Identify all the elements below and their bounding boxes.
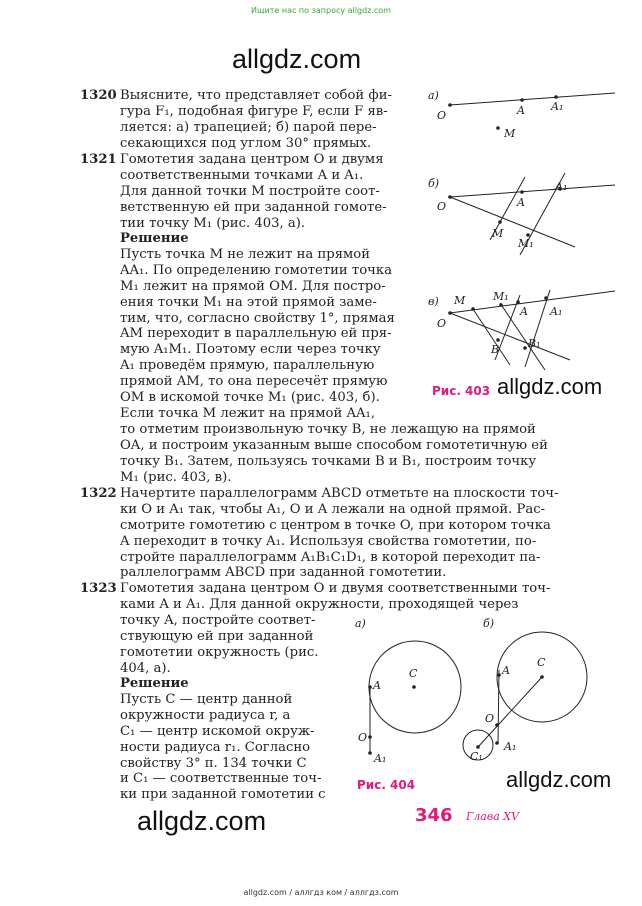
bottom-link[interactable]: allgdz.com / аллгдз ком / аллгдз.com: [243, 888, 399, 897]
figure-404-caption: Рис. 404: [357, 778, 416, 792]
figure-label: б): [428, 177, 440, 190]
figure-label: в): [428, 295, 439, 308]
point-label: M: [504, 127, 516, 140]
point-label: C: [537, 656, 546, 669]
solution-1321-text: [120, 247, 415, 406]
point-a1: [544, 296, 548, 300]
solution-1321-text-full: [120, 406, 613, 485]
text-line: Выясните, что представляет собой фи-: [120, 88, 392, 103]
line-oa-c: [450, 291, 615, 313]
text-line: секающихся под углом 30° прямых.: [120, 135, 372, 151]
text-line: AM переходит в параллельную ей пря-: [120, 326, 392, 342]
point-label: A₁: [550, 305, 563, 318]
top-link[interactable]: Ищите нас по запросу allgdz.com: [251, 6, 391, 15]
problem-1323-text: [120, 613, 338, 677]
text-line: и C₁ — соответственные точ-: [120, 771, 322, 787]
point-c1: [476, 745, 480, 749]
point-label: O: [485, 712, 495, 725]
page-number: 346: [415, 805, 453, 826]
figure-label: а): [428, 89, 439, 102]
point-label: M: [454, 294, 466, 307]
point-label: C: [409, 667, 418, 680]
line-a-a1: [498, 670, 499, 743]
text-line: ения точки M₁ на этой прямой заме-: [120, 294, 377, 310]
text-line: смотрите гомотетию с центром в точке O, при котором точка: [120, 517, 551, 533]
solution-1323-text: [120, 692, 338, 803]
point-a: [516, 300, 520, 304]
point-label: A₁: [555, 180, 568, 193]
text-line: ствующую ей при заданной: [120, 628, 314, 644]
point-label: O: [358, 731, 368, 744]
text-line: A переходит в точку A₁. Используя свойства гомотетии, по-: [120, 533, 537, 549]
figure-label: б): [483, 617, 495, 630]
problem-1322-text: [120, 486, 613, 581]
line-om-b: [450, 197, 575, 247]
point-a1: [368, 751, 372, 755]
point-label: A: [520, 305, 528, 318]
text-line: то отметим произвольную точку B, не лежащую на прямой: [120, 421, 536, 437]
text-line: стройте параллелограмм A₁B₁C₁D₁, в которой переходит па-: [120, 549, 541, 565]
text-line: A₁ проведём прямую, параллельную: [120, 358, 375, 374]
point-o: [448, 195, 452, 199]
text-line: соответственными точками A и A₁.: [120, 167, 364, 183]
line-bm-c: [473, 309, 510, 365]
point-a: [497, 673, 501, 677]
text-line: OA, и построим указанным выше способом гомотетичную ей: [120, 437, 548, 453]
figure-label: а): [355, 617, 366, 630]
text-line: окружности радиуса r, а: [120, 707, 291, 723]
point-label: A₁: [374, 752, 387, 765]
text-line: гура F₁, подобная фигуре F, если F яв-: [120, 103, 388, 119]
figure-404: [350, 615, 600, 780]
text-line: раллелограмм ABCD при заданной гомотетии.: [120, 565, 447, 581]
chapter-label: Глава XV: [466, 810, 520, 823]
point-a: [368, 685, 372, 689]
line-oa-b: [450, 185, 615, 197]
text-line: Для данной точки M постройте соот-: [120, 183, 380, 199]
point-label: A₁: [504, 740, 517, 753]
watermark-top: allgdz.com: [232, 44, 362, 74]
solution-heading-1321: Решение: [120, 231, 189, 246]
line-oa: [450, 93, 615, 105]
point-a1: [554, 95, 558, 99]
text-line: M₁ лежит на прямой OM. Для постро-: [120, 278, 386, 294]
point-label: A: [517, 104, 525, 117]
text-line: Если точка M лежит на прямой AA₁,: [120, 406, 376, 421]
text-line: тии точку M₁ (рис. 403, а).: [120, 215, 306, 231]
text-line: ности радиуса r₁. Согласно: [120, 739, 311, 755]
point-c: [540, 675, 544, 679]
watermark-right-2: allgdz.com: [506, 767, 612, 792]
point-c: [412, 685, 416, 689]
problem-1321-text: [120, 152, 415, 231]
text-line: ками A и A₁. Для данной окружности, проходящей через: [120, 596, 519, 612]
text-line: 404, а).: [120, 660, 171, 676]
point-a: [520, 98, 524, 102]
problem-number-1320: 1320: [80, 88, 117, 103]
point-label: O: [437, 200, 447, 213]
problem-1320-text: [120, 88, 415, 152]
point-label: M: [492, 227, 504, 240]
problem-number-1322: 1322: [80, 486, 117, 501]
point-o: [448, 311, 452, 315]
watermark-bottom: allgdz.com: [137, 806, 267, 836]
point-b1: [523, 346, 527, 350]
text-line: гомотетии окружность (рис.: [120, 644, 319, 660]
text-line: ляется: а) трапецией; б) парой пере-: [120, 119, 377, 135]
text-line: AA₁. По определению гомотетии точка: [120, 262, 392, 278]
figure-403-caption: Рис. 403: [432, 384, 491, 398]
point-o: [368, 735, 372, 739]
point-m: [498, 220, 502, 224]
point-o: [448, 103, 452, 107]
point-label: C₁: [470, 750, 483, 763]
text-line: M₁ (рис. 403, в).: [120, 469, 232, 485]
text-line: точку A, постройте соответ-: [120, 613, 316, 628]
text-line: точку B₁. Затем, пользуясь точками B и B₁, построим точку: [120, 453, 537, 469]
figure-403: [425, 85, 625, 385]
point-o: [495, 723, 499, 727]
point-m1: [499, 303, 503, 307]
text-line: ки при заданной гомотетии с: [120, 787, 326, 803]
point-a1: [495, 741, 499, 745]
point-m: [496, 126, 500, 130]
point-label: O: [437, 109, 447, 122]
text-line: ветственную ей при заданной гомоте-: [120, 199, 387, 215]
point-label: A: [517, 196, 525, 209]
text-line: Пусть C — центр данной: [120, 692, 293, 707]
watermark-right-1: allgdz.com: [497, 374, 603, 399]
solution-heading-1323: Решение: [120, 676, 189, 691]
text-line: OM в искомой точке M₁ (рис. 403, б).: [120, 390, 380, 406]
text-line: свойству 3° п. 134 точки C: [120, 755, 307, 771]
text-line: C₁ — центр искомой окруж-: [120, 723, 315, 739]
problem-1323-text-full: [120, 581, 613, 613]
point-label: A: [502, 664, 510, 677]
point-label: M₁: [493, 290, 509, 303]
text-line: ки O и A₁ так, чтобы A₁, O и A лежали на одной прямой. Рас-: [120, 501, 546, 517]
point-a: [520, 190, 524, 194]
problem-number-1323: 1323: [80, 581, 117, 596]
problem-number-1321: 1321: [80, 152, 117, 167]
point-label: A₁: [551, 100, 564, 113]
point-label: B₁: [528, 337, 541, 350]
point-m: [471, 307, 475, 311]
text-line: прямой AM, то она пересечёт прямую: [120, 374, 388, 390]
text-line: Начертите параллелограмм ABCD отметьте на плоскости точ-: [120, 486, 559, 501]
text-line: Гомотетия задана центром O и двумя: [120, 152, 384, 167]
text-line: Гомотетия задана центром O и двумя соответственными точ-: [120, 581, 551, 596]
point-label: M₁: [518, 237, 534, 250]
point-b: [496, 338, 500, 342]
point-label: O: [437, 317, 447, 330]
point-label: B: [491, 343, 500, 356]
text-line: тим, что, согласно свойству 1°, прямая: [120, 310, 395, 326]
text-line: мую A₁M₁. Поэтому если через точку: [120, 342, 381, 358]
text-line: Пусть точка M не лежит на прямой: [120, 247, 371, 262]
point-label: A: [373, 679, 381, 692]
